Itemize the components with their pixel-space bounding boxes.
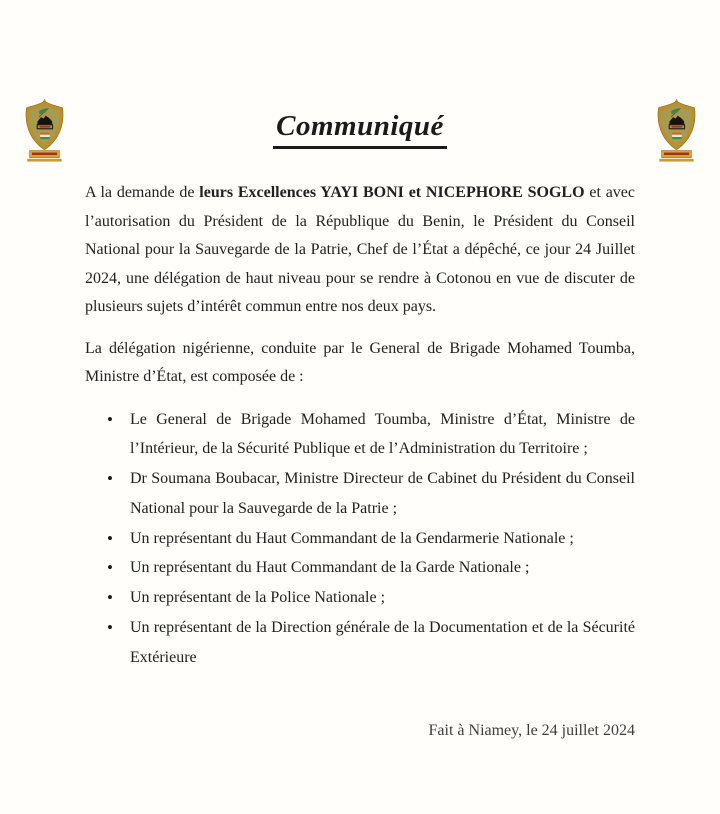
list-item-member-1: • Le General de Brigade Mohamed Toumba, Ministre d’État, Ministre de l’Intérieur, de la Sécurité Publique et de l’Administration du Territoire ; (85, 405, 635, 465)
cnsp-coat-of-arms-right-icon (653, 92, 700, 170)
list-item-member-4: • Un représentant du Haut Commandant de la Garde Nationale ; (85, 553, 635, 583)
paragraph-intro-prefix: A la demande de (85, 184, 200, 201)
list-item-member-5: • Un représentant de la Police Nationale ; (85, 583, 635, 613)
cnsp-coat-of-arms-left-icon (21, 92, 68, 170)
delegation-member-list (85, 405, 635, 673)
closing-dateline: Fait à Niamey, le 24 juillet 2024 (428, 721, 635, 739)
list-item-member-6: • Un représentant de la Direction générale de la Documentation et de la Sécurité Extérieure (85, 613, 635, 673)
list-item-member-2: • Dr Soumana Boubacar, Ministre Directeur de Cabinet du Président du Conseil National pour la Sauvegarde de la Patrie ; (85, 464, 635, 524)
paragraph-intro (85, 179, 635, 322)
title-row (85, 0, 635, 149)
page-title: Communiqué (273, 110, 447, 149)
paragraph-delegation-lead: La délégation nigérienne, conduite par le General de Brigade Mohamed Toumba, Ministre d’État, est composée de : (85, 339, 635, 385)
list-item-member-3: • Un représentant du Haut Commandant de la Gendarmerie Nationale ; (85, 524, 635, 554)
paragraph-intro-emphasis: leurs Excellences YAYI BONI et NICEPHORE SOGLO (199, 184, 585, 201)
paragraph-intro-suffix: et avec l’autorisation du Président de la République du Benin, le Président du Conseil National pour la Sauvegarde de la Patrie, Chef de l’État a dépêché, ce jour 24 Juillet 2024, une délégation de haut niveau pour se rendre à Cotonou en vue de discuter de plusieurs sujets d’intérêt commun entre nos deux pays. (85, 184, 635, 315)
